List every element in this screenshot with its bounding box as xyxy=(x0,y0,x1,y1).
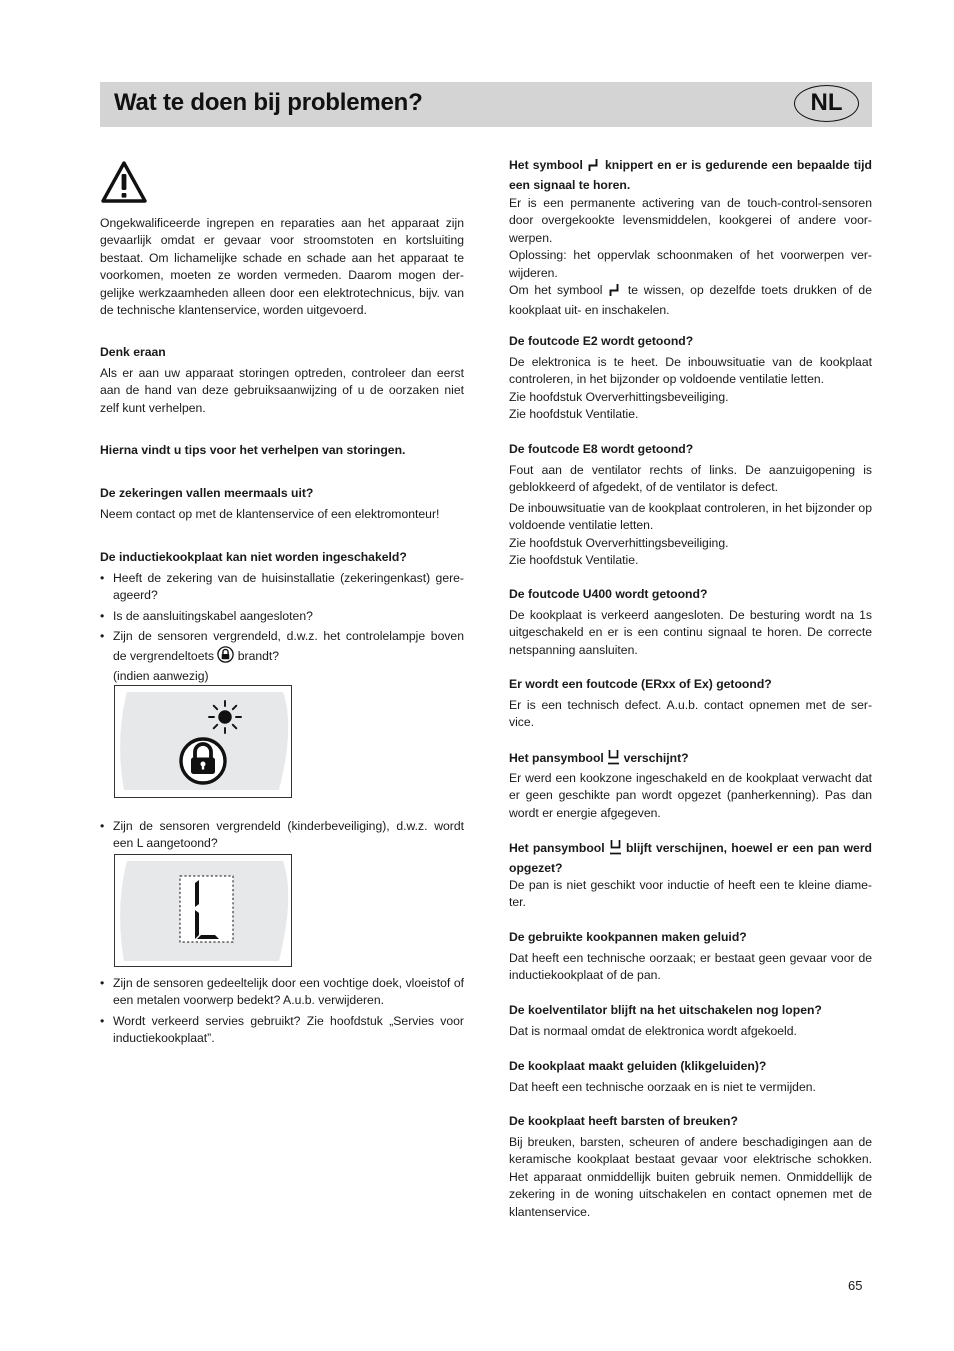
section-body-e8: Fout aan de ventilator rechts of links. De aanzuigopening is geblokkeerd of afgedekt, of de ventilator is defect. De inbouwsituatie van de kookplaat controleren, in het bijzonder op voldoende ventilatie letten. Zie hoofdstuk Oververhittingsbeveiliging. Zie hoofdstuk Ventilatie. xyxy=(509,463,872,568)
section-body-crack: Bij breuken, barsten, scheuren of andere beschadigingen aan de keramische kookplaat bestaat gevaar voor elektrische schokken. Het apparaat onmiddellijk buiten gebruik nemen. Onmiddellijk de zekering in de woning uitschakelen en contact opnemen met de klantenservice. xyxy=(509,1135,872,1219)
indicator-light-icon xyxy=(209,701,241,733)
section-body-fuse: Neem contact op met de klantenservice of een elektromonteur! xyxy=(100,507,440,521)
lock-key-icon xyxy=(217,646,234,668)
induction-checklist-end xyxy=(100,975,464,1051)
section-body-noise: Dat heeft een technische oorzaak; er bestaat geen gevaar voor de inductiekookplaat of de pan. xyxy=(509,951,872,983)
touch-symbol-icon xyxy=(608,282,622,302)
section-body-pan-persists: De pan is niet geschikt voor inductie of heeft een te kleine diame-ter. xyxy=(509,878,872,910)
section-heading-pan-symbol: Het pansymbool verschijnt? xyxy=(509,749,872,770)
section-heading-u400: De foutcode U400 wordt getoond? xyxy=(509,587,708,601)
induction-checklist-continued xyxy=(100,818,464,856)
induction-checklist xyxy=(100,570,464,688)
page-title: Wat te doen bij problemen? xyxy=(114,89,423,116)
touch-symbol-icon xyxy=(587,157,601,177)
list-item: • Zijn de sensoren vergrendeld (kinderbeveiliging), d.w.z. wordt een L aangetoond? xyxy=(100,818,464,853)
section-heading-crack: De kookplaat heeft barsten of breuken? xyxy=(509,1114,738,1128)
list-item: • Is de aansluitingskabel aangesloten? xyxy=(100,608,464,625)
section-body-symbol: Er is een permanente activering van de touch-control-sensoren door overgekookte levensmiddelen, kookgerei of andere voor-werpen. Oplossing: het oppervlak schoonmaken of het voorwerpen ver-wijderen. Om het symbool te wissen, op dezelfde toets drukken of de kookplaat uit- en inschakelen. xyxy=(509,196,872,318)
warning-triangle-icon xyxy=(100,160,464,209)
lock-indicator-illustration xyxy=(114,685,292,798)
title-bar xyxy=(100,82,872,127)
section-heading-e8: De foutcode E8 wordt getoond? xyxy=(509,442,694,456)
padlock-icon xyxy=(181,739,225,783)
section-heading-pan-persists: Het pansymbool blijft verschijnen, hoewel er een pan werd opgezet? xyxy=(509,841,873,876)
list-item: • Wordt verkeerd servies gebruikt? Zie hoofdstuk „Servies voor inductiekookplaat”. xyxy=(100,1013,464,1048)
section-heading-fuse: De zekeringen vallen meermaals uit? xyxy=(100,486,314,500)
section-heading-click: De kookplaat maakt geluiden (klikgeluiden)? xyxy=(509,1059,767,1073)
section-heading-e2: De foutcode E2 wordt getoond? xyxy=(509,334,694,348)
section-heading-induction: De inductiekookplaat kan niet worden ingeschakeld? xyxy=(100,550,407,564)
language-badge: NL xyxy=(794,85,859,122)
section-heading-fan: De koelventilator blijft na het uitschakelen nog lopen? xyxy=(509,1003,822,1017)
section-body-erxx: Er is een technisch defect. A.u.b. contact opnemen met de ser-vice. xyxy=(509,698,872,730)
list-item: • Zijn de sensoren vergrendeld, d.w.z. het controlelampje boven de vergrendeltoets brandt? (indien aanwezig) xyxy=(100,628,464,685)
child-lock-display-illustration xyxy=(114,854,292,967)
section-heading-erxx: Er wordt een foutcode (ERxx of Ex) getoond? xyxy=(509,677,772,691)
page-number: 65 xyxy=(848,1278,863,1293)
section-heading-denk: Denk eraan xyxy=(100,345,166,359)
section-body-click: Dat heeft een technische oorzaak en is niet te vermijden. xyxy=(509,1080,816,1094)
pan-symbol-icon xyxy=(607,749,620,770)
section-body-fan: Dat is normaal omdat de elektronica wordt afgekoeld. xyxy=(509,1024,797,1038)
warning-text: Ongekwalificeerde ingrepen en reparaties aan het apparaat zijn gevaarlijk omdat er gevaar voor stroomstoten en kortsluiting bestaat. Om lichamelijke schade en schade aan het apparaat te voorkomen, moeten ze worden vermeden. Daarom mogen der-gelijke werkzaamheden alleen door een elektrotechnicus, bijv. van de technische klantenservice, worden uitgevoerd. xyxy=(100,216,464,318)
pan-symbol-icon xyxy=(609,839,622,860)
tips-line: Hierna vindt u tips voor het verhelpen van storingen. xyxy=(100,443,406,457)
section-heading-symbol: Het symbool knippert en er is gedurende een bepaalde tijd een signaal te horen. xyxy=(509,158,873,193)
section-body-u400: De kookplaat is verkeerd aangesloten. De besturing wordt na 1s uitgeschakeld en er is een continu signaal te horen. De correcte netspanning aansluiten. xyxy=(509,608,872,657)
list-item: • Heeft de zekering van de huisinstallatie (zekeringenkast) gere-ageerd? xyxy=(100,570,464,605)
section-heading-noise: De gebruikte kookpannen maken geluid? xyxy=(509,930,747,944)
section-body-pan-symbol: Er werd een kookzone ingeschakeld en de kookplaat verwacht dat er geen geschikte pan wordt opgezet (panherkenning). Pas dan wordt er energie afgegeven. xyxy=(509,771,872,820)
list-item: • Zijn de sensoren gedeeltelijk door een vochtige doek, vloeistof of een metalen voorwerp bedekt? A.u.b. verwijderen. xyxy=(100,975,464,1010)
section-body-e2: De elektronica is te heet. De inbouwsituatie van de kookplaat controleren, in het bijzonder op voldoende ventilatie letten. Zie hoofdstuk Oververhittingsbeveiliging. Zie hoofdstuk Ventilatie. xyxy=(509,355,872,422)
section-body-denk: Als er aan uw apparaat storingen optreden, controleer dan eerst aan de hand van deze gebruiksaanwijzing of u de oorzaken niet zelf kunt verhelpen. xyxy=(100,366,464,415)
